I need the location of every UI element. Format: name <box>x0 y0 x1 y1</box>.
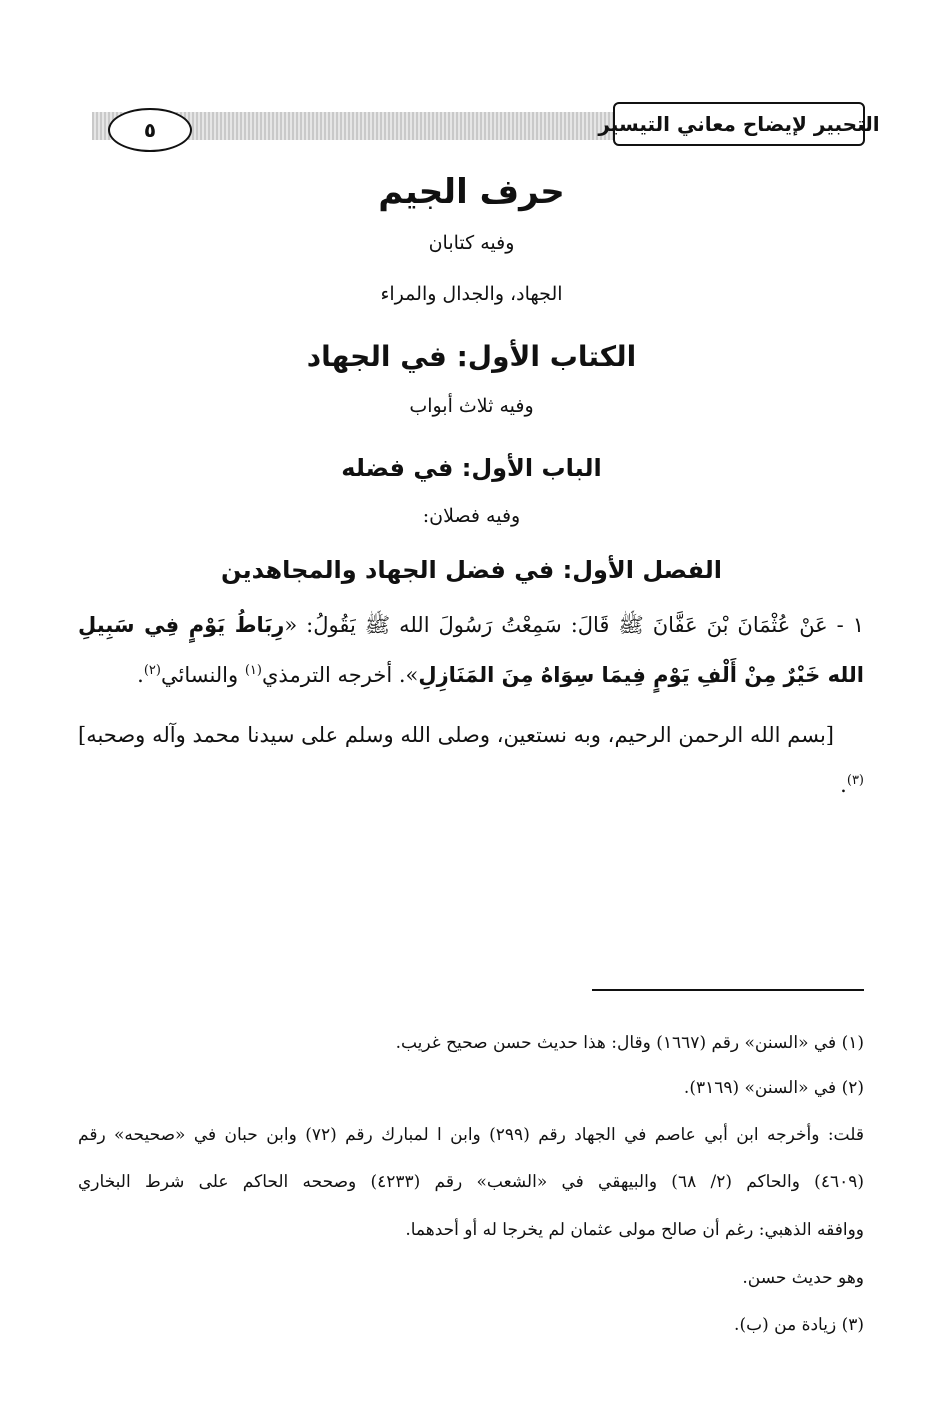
hadith-paragraph <box>78 602 864 698</box>
footnote-note-line-1: قلت: وأخرجه ابن أبي عاصم في الجهاد رقم (٢٩٩) وابن ا لمبارك رقم (٧٢) وابن حبان في «صحيحه» رقم <box>78 1125 864 1145</box>
hadith-intro: ١ - عَنْ عُثْمَانَ بْنَ عَفَّانَ ﷺ قَالَ: سَمِعْتُ رَسُولَ الله ﷺ يَقُولُ: « <box>284 613 864 637</box>
hadith-source-2: والنسائي <box>160 663 245 687</box>
basmala-end: . <box>840 773 847 797</box>
footnote-note-line-4: وهو حديث حسن. <box>742 1268 864 1288</box>
footnote-3: (٣) زيادة من (ب). <box>734 1315 864 1335</box>
letter-title: حرف الجيم <box>378 172 565 212</box>
footnote-separator <box>592 989 864 991</box>
hadith-text-2: الله خَيْرٌ مِنْ أَلْفِ يَوْمٍ فِيمَا سِوَاهُ مِنَ المَنَازِلِ <box>418 663 864 687</box>
basmala-text: [بسم الله الرحمن الرحيم، وبه نستعين، وصلى الله وسلم على سيدنا محمد وآله وصحبه] <box>78 723 834 747</box>
footnote-2: (٢) في «السنن» (٣١٦٩). <box>683 1078 864 1098</box>
footnote-note-line-3: ووافقه الذهبي: رغم أن صالح مولى عثمان لم يخرجا له أو أحدهما. <box>405 1220 864 1240</box>
basmala-paragraph <box>78 712 864 808</box>
footnote-1: (١) في «السنن» رقم (١٦٦٧) وقال: هذا حديث حسن صحيح غريب. <box>395 1033 864 1053</box>
running-header-title: التحبير لإيضاح معاني التيسير <box>613 102 865 146</box>
footnote-ref-3[interactable]: (٣) <box>846 773 864 788</box>
books-list: الجهاد، والجدال والمراء <box>380 283 563 305</box>
part-title: الفصل الأول: في فضل الجهاد والمجاهدين <box>221 556 722 584</box>
footnote-ref-2[interactable]: (٢) <box>143 663 161 678</box>
page-number: ٥ <box>108 108 192 152</box>
book-title: الكتاب الأول: في الجهاد <box>306 340 637 373</box>
letter-contains: وفيه كتابان <box>428 232 515 254</box>
chapter-title: الباب الأول: في فضله <box>341 454 602 482</box>
hadith-text-1: رِبَاطُ يَوْمٍ فِي سَبِيلِ <box>78 613 285 637</box>
footnote-ref-1[interactable]: (١) <box>244 663 262 678</box>
footnote-note-line-2: (٤٦٠٩) والحاكم (٢/ ٦٨) والبيهقي في «الشعب» رقم (٤٢٣٣) وصححه الحاكم على شرط البخاري <box>78 1172 864 1192</box>
chapter-contains: وفيه فصلان: <box>422 505 521 527</box>
book-contains: وفيه ثلاث أبواب <box>409 395 534 417</box>
hadith-end: . <box>137 663 144 687</box>
hadith-source: ». أخرجه الترمذي <box>261 663 419 687</box>
